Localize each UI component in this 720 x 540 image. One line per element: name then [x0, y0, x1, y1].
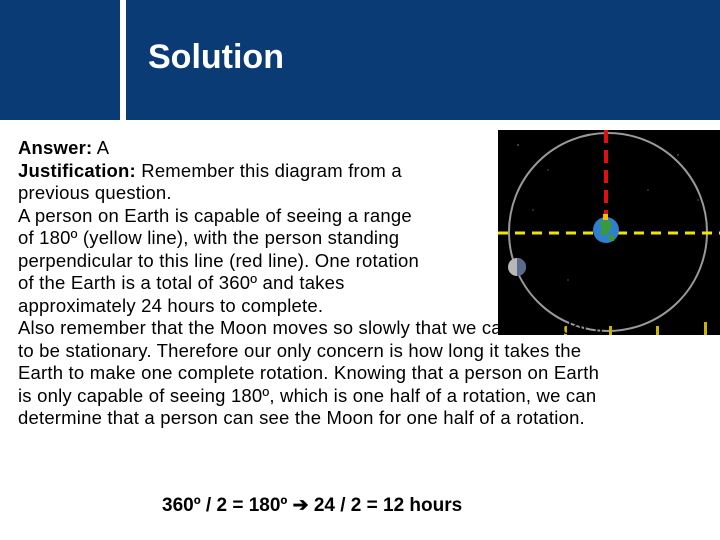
justification-text-line: approximately 24 hours to complete. — [18, 294, 324, 316]
justification-text-line: determine that a person can see the Moon for one half of a rotation. — [18, 407, 585, 428]
justification-text-line: to be stationary. Therefore our only concern is how long it takes the — [18, 339, 582, 361]
justification-text-line: Also remember that the Moon moves so slowly that we can consider it — [18, 317, 605, 338]
solution-text — [18, 137, 708, 430]
justification-label: Justification: — [18, 159, 136, 181]
page-title: Solution — [148, 38, 284, 76]
header-accent-block — [0, 0, 120, 120]
justification-text-line: of 180º (yellow line), with the person standing — [18, 227, 400, 248]
justification-text-line: Remember this diagram from a — [135, 159, 402, 181]
justification-text-line: Earth to make one complete rotation. Knowing that a person on Earth — [18, 362, 600, 383]
answer-label: Answer: — [18, 137, 93, 158]
justification-text-line: is only capable of seeing 180º, which is one half of a rotation, we can — [18, 384, 597, 406]
answer-line — [18, 137, 708, 160]
equation-right: 24 / 2 = 12 hours — [308, 495, 463, 516]
right-arrow-icon: ➔ — [292, 495, 309, 516]
justification-line — [18, 160, 708, 183]
justification-text-line: of the Earth is a total of 360º and takes — [18, 272, 345, 293]
justification-text-line: A person on Earth is capable of seeing a range — [18, 204, 412, 226]
answer-value: A — [92, 137, 110, 158]
justification-text-line: perpendicular to this line (red line). One rotation — [18, 249, 419, 271]
equation-line — [162, 494, 462, 517]
header-bar — [126, 0, 720, 120]
justification-text-line: previous question. — [18, 182, 172, 203]
equation-left: 360º / 2 = 180º — [162, 495, 293, 516]
